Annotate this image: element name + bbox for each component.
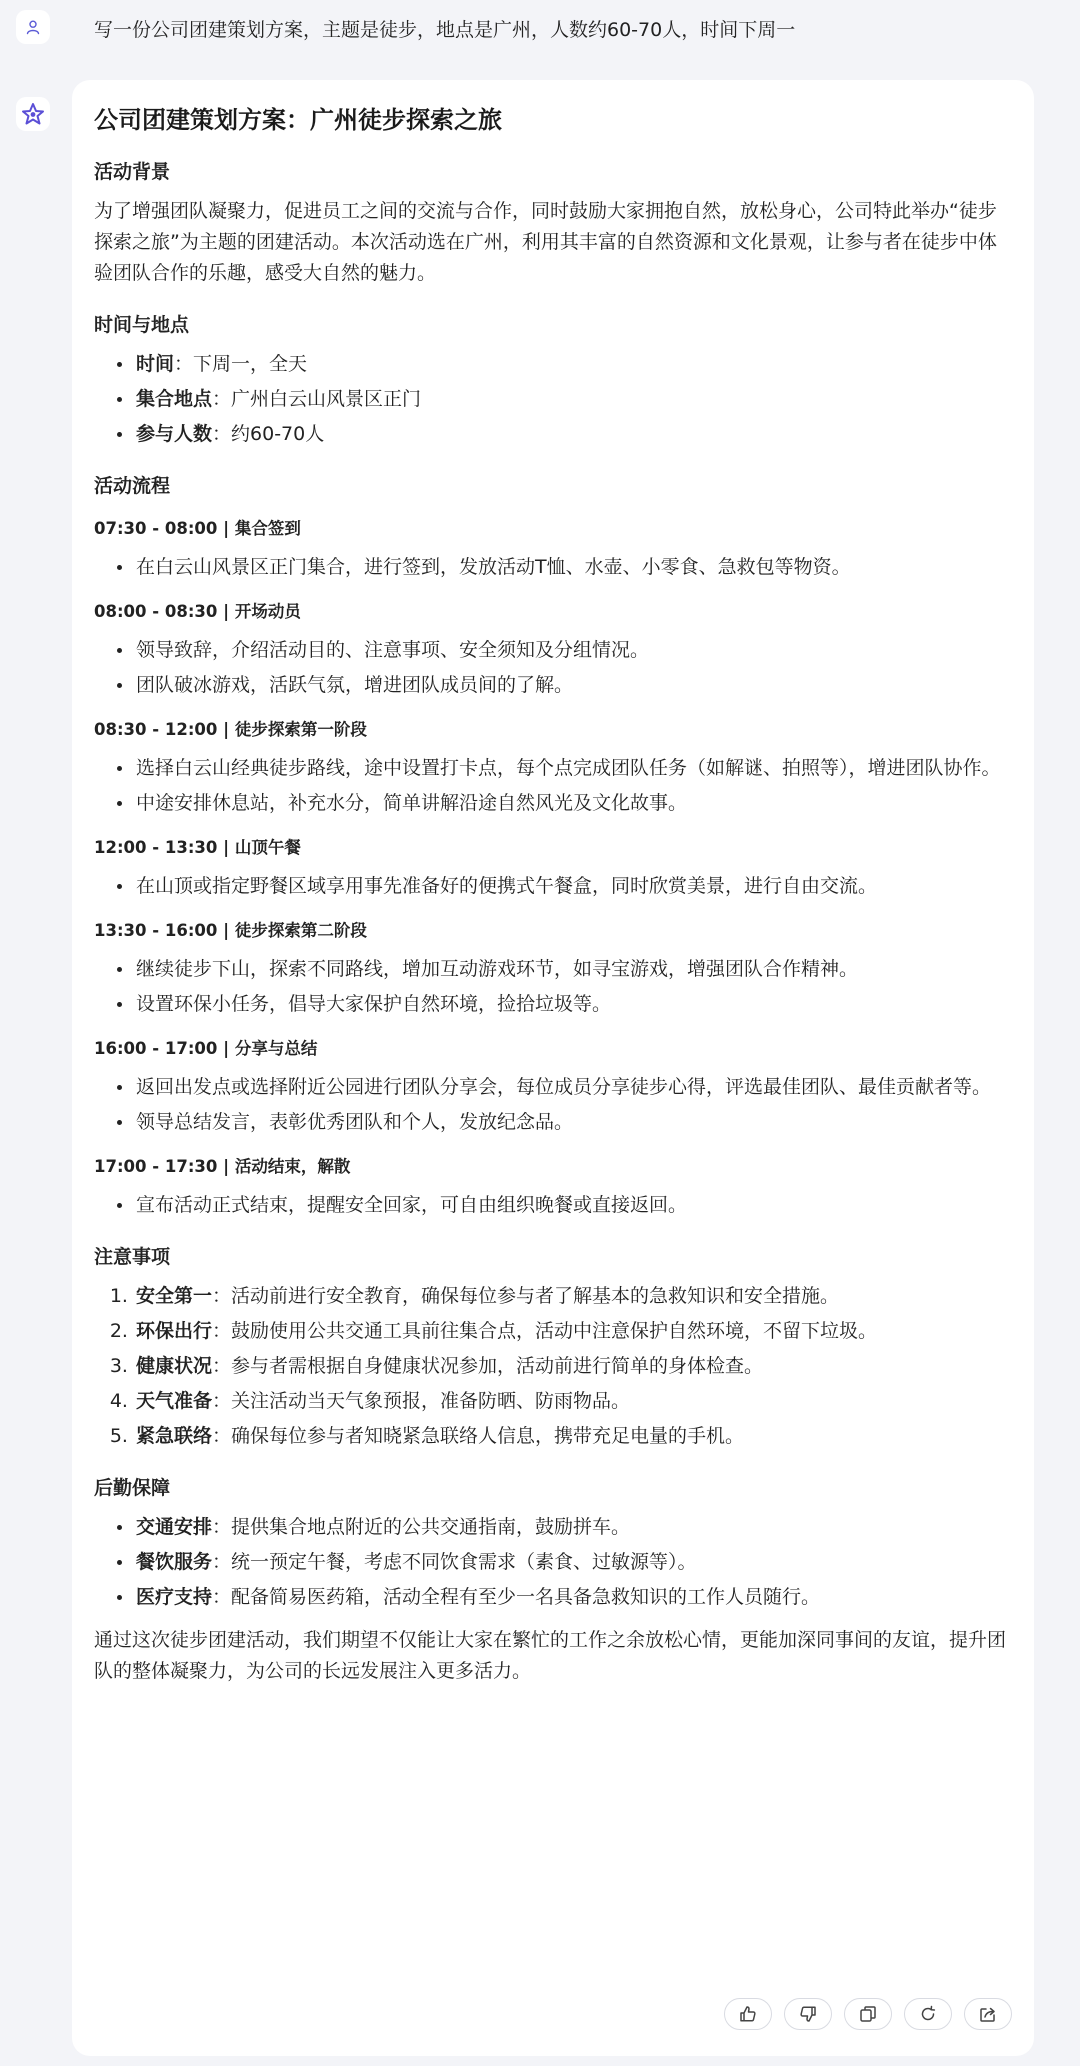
- dislike-button[interactable]: [784, 1998, 832, 2030]
- assistant-response-card: [72, 80, 1034, 2056]
- stage-list: [134, 1072, 1012, 1138]
- list-item: • 宣布活动正式结束，提醒安全回家，可自由组织晚餐或直接返回。: [134, 1190, 1012, 1221]
- stage-list: [134, 552, 1012, 583]
- stage-time-heading: 07:30 - 08:00 | 集合签到: [94, 519, 301, 538]
- section-heading-logistics: 后勤保障: [94, 1477, 171, 1499]
- background-paragraph: 为了增强团队凝聚力，促进员工之间的交流与合作，同时鼓励大家拥抱自然，放松身心，公司特此举办“徒步探索之旅”为主题的团建活动。本次活动选在广州，利用其丰富的自然资源和文化景观，让参与者在徒步中体验团队合作的乐趣，感受大自然的魅力。: [94, 200, 997, 284]
- logistics-list: [134, 1512, 1012, 1613]
- list-item: • 设置环保小任务，倡导大家保护自然环境，捡拾垃圾等。: [134, 989, 1012, 1020]
- section-heading-time-place: 时间与地点: [94, 314, 190, 336]
- list-item: 2. 环保出行：鼓励使用公共交通工具前往集合点，活动中注意保护自然环境，不留下垃圾。: [134, 1316, 1012, 1347]
- list-item: • 选择白云山经典徒步路线，途中设置打卡点，每个点完成团队任务（如解谜、拍照等），增进团队协作。: [134, 753, 1012, 784]
- stage-time-heading: 17:00 - 17:30 | 活动结束，解散: [94, 1157, 351, 1176]
- response-actions: [724, 1998, 1012, 2030]
- section-heading-flow: 活动流程: [94, 475, 171, 497]
- time-place-list: [134, 349, 1012, 450]
- list-item: • 团队破冰游戏，活跃气氛，增进团队成员间的了解。: [134, 670, 1012, 701]
- list-item: • 医疗支持：配备简易医药箱，活动全程有至少一名具备急救知识的工作人员随行。: [134, 1582, 1012, 1613]
- closing-paragraph: 通过这次徒步团建活动，我们期望不仅能让大家在繁忙的工作之余放松心情，更能加深同事间的友谊，提升团队的整体凝聚力，为公司的长远发展注入更多活力。: [94, 1629, 1007, 1682]
- list-item: • 时间：下周一，全天: [134, 349, 1012, 380]
- share-icon: [978, 2004, 998, 2024]
- response-title: 公司团建策划方案：广州徒步探索之旅: [94, 106, 502, 134]
- list-item: 1. 安全第一：活动前进行安全教育，确保每位参与者了解基本的急救知识和安全措施。: [134, 1281, 1012, 1312]
- user-icon: [25, 19, 41, 35]
- list-item: • 餐饮服务：统一预定午餐，考虑不同饮食需求（素食、过敏源等）。: [134, 1547, 1012, 1578]
- list-item: • 交通安排：提供集合地点附近的公共交通指南，鼓励拼车。: [134, 1512, 1012, 1543]
- regenerate-button[interactable]: [904, 1998, 952, 2030]
- stage-list: [134, 635, 1012, 701]
- assistant-avatar: [16, 97, 50, 131]
- list-item: • 返回出发点或选择附近公园进行团队分享会，每位成员分享徒步心得，评选最佳团队、最佳贡献者等。: [134, 1072, 1012, 1103]
- stage-list: [134, 871, 1012, 902]
- user-message-text: 写一份公司团建策划方案，主题是徒步，地点是广州，人数约60-70人，时间下周一: [94, 19, 796, 41]
- stage-time-heading: 12:00 - 13:30 | 山顶午餐: [94, 838, 301, 857]
- like-button[interactable]: [724, 1998, 772, 2030]
- list-item: 5. 紧急联络：确保每位参与者知晓紧急联络人信息，携带充足电量的手机。: [134, 1421, 1012, 1452]
- list-item: • 中途安排休息站，补充水分，简单讲解沿途自然风光及文化故事。: [134, 788, 1012, 819]
- stage-list: [134, 1190, 1012, 1221]
- stage-list: [134, 753, 1012, 819]
- list-item: • 集合地点：广州白云山风景区正门: [134, 384, 1012, 415]
- section-heading-notes: 注意事项: [94, 1246, 171, 1268]
- section-heading-background: 活动背景: [94, 161, 171, 183]
- copy-icon: [858, 2004, 878, 2024]
- copy-button[interactable]: [844, 1998, 892, 2030]
- share-button[interactable]: [964, 1998, 1012, 2030]
- stage-time-heading: 13:30 - 16:00 | 徒步探索第二阶段: [94, 921, 367, 940]
- assistant-logo-icon: [21, 102, 45, 126]
- stage-list: [134, 954, 1012, 1020]
- list-item: • 领导致辞，介绍活动目的、注意事项、安全须知及分组情况。: [134, 635, 1012, 666]
- notes-list: [134, 1281, 1012, 1452]
- user-message-row: [16, 10, 1064, 45]
- regenerate-icon: [918, 2004, 938, 2024]
- thumbs-up-icon: [738, 2004, 758, 2024]
- thumbs-down-icon: [798, 2004, 818, 2024]
- user-avatar: [16, 10, 50, 44]
- list-item: • 参与人数：约60-70人: [134, 419, 1012, 450]
- list-item: • 在山顶或指定野餐区域享用事先准备好的便携式午餐盒，同时欣赏美景，进行自由交流。: [134, 871, 1012, 902]
- stage-time-heading: 16:00 - 17:00 | 分享与总结: [94, 1039, 318, 1058]
- stage-time-heading: 08:30 - 12:00 | 徒步探索第一阶段: [94, 720, 367, 739]
- stage-time-heading: 08:00 - 08:30 | 开场动员: [94, 602, 301, 621]
- list-item: • 在白云山风景区正门集合，进行签到，发放活动T恤、水壶、小零食、急救包等物资。: [134, 552, 1012, 583]
- list-item: 3. 健康状况：参与者需根据自身健康状况参加，活动前进行简单的身体检查。: [134, 1351, 1012, 1382]
- list-item: 4. 天气准备：关注活动当天气象预报，准备防晒、防雨物品。: [134, 1386, 1012, 1417]
- list-item: • 继续徒步下山，探索不同路线，增加互动游戏环节，如寻宝游戏，增强团队合作精神。: [134, 954, 1012, 985]
- list-item: • 领导总结发言，表彰优秀团队和个人，发放纪念品。: [134, 1107, 1012, 1138]
